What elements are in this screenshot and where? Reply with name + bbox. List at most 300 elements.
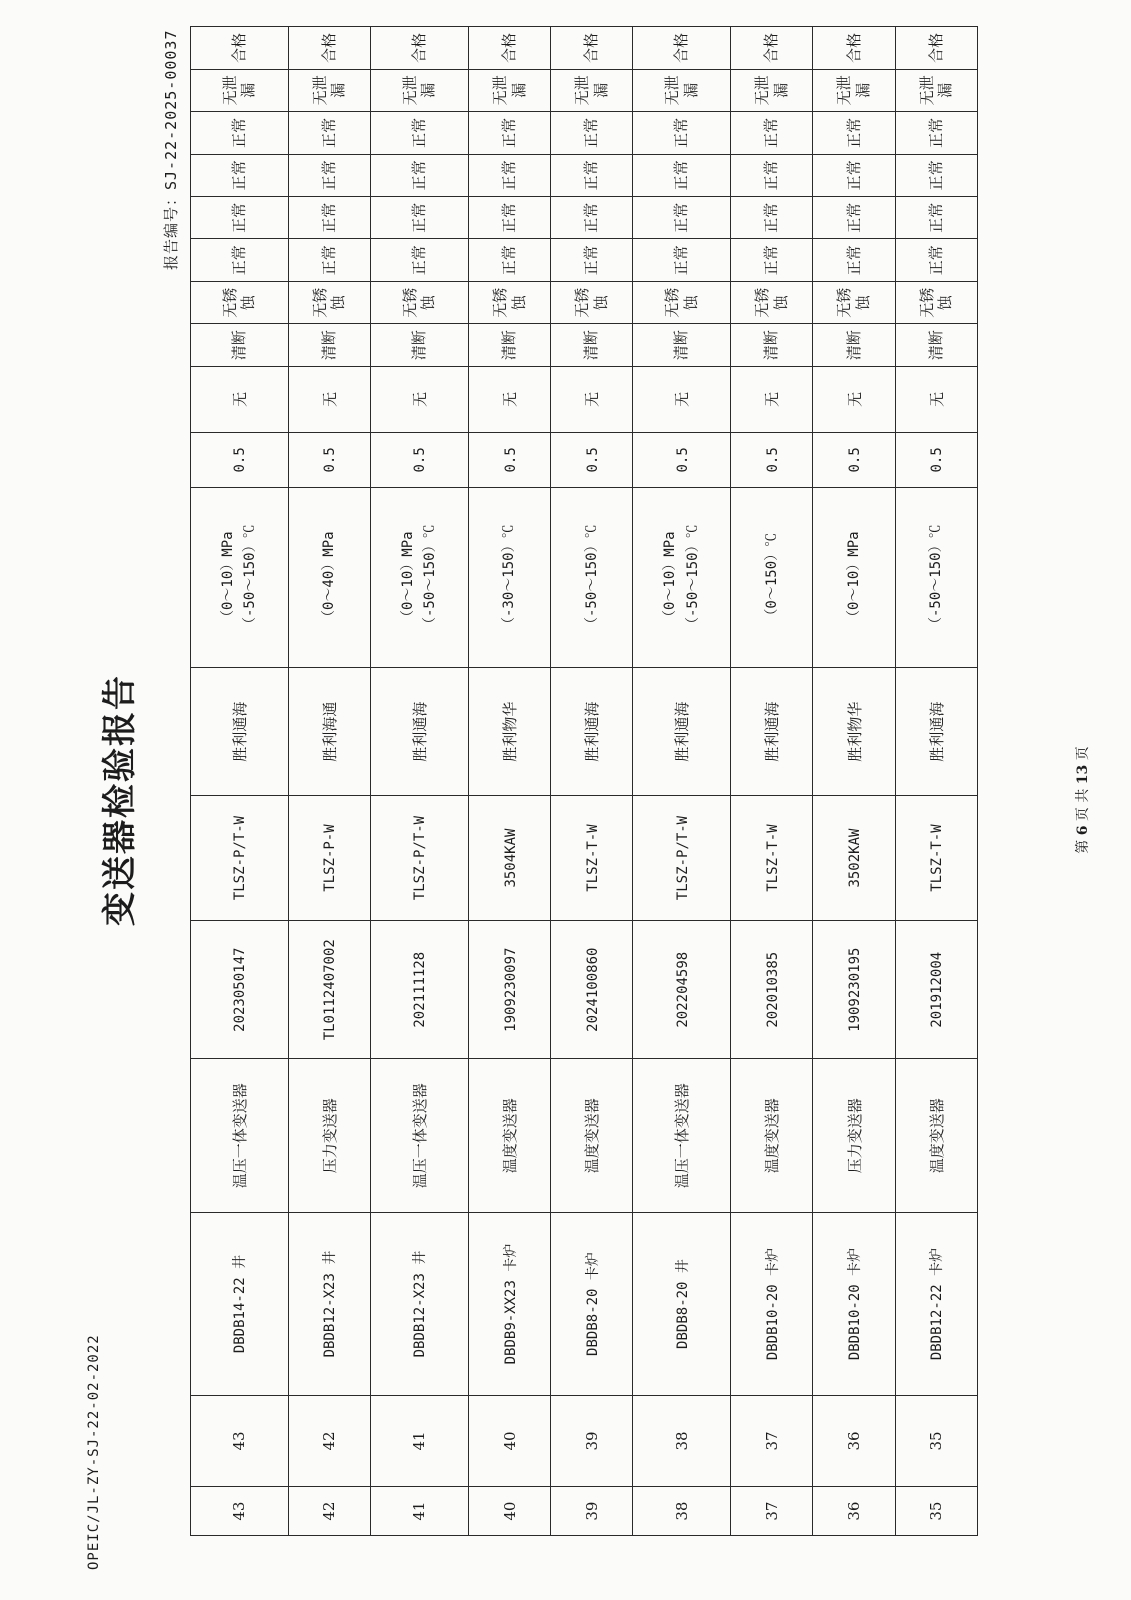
row-index-text: 35 xyxy=(927,1501,946,1521)
table-row xyxy=(288,27,370,1536)
leak-check-text: 无泄漏 xyxy=(835,75,873,106)
measuring-range-cell xyxy=(633,487,731,668)
row-index-text: 39 xyxy=(582,1501,601,1521)
factory-number-cell xyxy=(551,921,633,1059)
check-text: 正常 xyxy=(672,202,691,233)
manufacturer-cell xyxy=(191,668,289,795)
serial-number-text: 35 xyxy=(927,1431,946,1451)
check-cell xyxy=(551,154,633,196)
nameplate-check-cell xyxy=(191,324,289,366)
check-text: 正常 xyxy=(582,202,601,233)
manufacturer-cell xyxy=(468,668,550,795)
manufacturer-text: 胜利通海 xyxy=(763,701,782,762)
row-index-cell xyxy=(633,1487,731,1536)
nameplate-check-text: 清断 xyxy=(926,330,945,361)
other-text: 无 xyxy=(845,391,864,407)
device-name-text: 压力变送器 xyxy=(320,1098,339,1174)
check-cell xyxy=(813,154,895,196)
manufacturer-cell xyxy=(288,668,370,795)
check-text: 正常 xyxy=(230,117,249,148)
factory-number-cell xyxy=(468,921,550,1059)
corrosion-check-cell xyxy=(731,281,813,323)
table-row xyxy=(813,27,895,1536)
check-cell xyxy=(468,112,550,154)
page-footer: 第 6 页 共 13 页 xyxy=(1075,746,1091,854)
install-location-text: DBDB12-X23 井 xyxy=(322,1250,339,1358)
device-name-text: 温压一体变送器 xyxy=(673,1083,692,1189)
leak-check-text: 无泄漏 xyxy=(663,75,700,106)
check-cell xyxy=(468,239,550,281)
manufacturer-text: 胜利通海 xyxy=(927,701,946,762)
check-cell xyxy=(468,197,550,239)
row-index-cell xyxy=(468,1487,550,1536)
serial-number-cell xyxy=(813,1395,895,1486)
manufacturer-text: 胜利通海 xyxy=(230,701,249,762)
row-index-cell xyxy=(551,1487,633,1536)
serial-number-cell xyxy=(895,1395,977,1486)
model-text: TLSZ-P/T-W xyxy=(232,815,249,901)
factory-number-text: 202010385 xyxy=(764,951,781,1028)
check-text: 正常 xyxy=(500,202,519,233)
check-text: 正常 xyxy=(320,245,339,276)
serial-number-text: 42 xyxy=(320,1431,339,1451)
device-name-cell xyxy=(371,1059,469,1213)
serial-number-cell xyxy=(288,1395,370,1486)
accuracy-cell xyxy=(288,432,370,487)
range-value: （0～10）MPa xyxy=(662,531,679,624)
check-cell xyxy=(633,239,731,281)
result-cell xyxy=(633,27,731,70)
serial-number-cell xyxy=(551,1395,633,1486)
check-cell xyxy=(633,154,731,196)
leak-check-cell xyxy=(551,69,633,111)
install-location-text: DBDB10-20 卡炉 xyxy=(764,1247,781,1361)
nameplate-check-cell xyxy=(731,324,813,366)
nameplate-check-text: 清断 xyxy=(672,330,691,361)
factory-number-text: 2023050147 xyxy=(232,947,249,1032)
check-cell xyxy=(191,197,289,239)
measuring-range-cell xyxy=(371,487,469,668)
check-cell xyxy=(371,154,469,196)
check-cell xyxy=(813,197,895,239)
row-index-text: 42 xyxy=(320,1501,339,1521)
factory-number-cell xyxy=(731,921,813,1059)
check-cell xyxy=(731,239,813,281)
install-location-cell xyxy=(191,1213,289,1396)
check-text: 正常 xyxy=(672,245,691,276)
table-row xyxy=(895,27,977,1536)
check-cell xyxy=(371,197,469,239)
measuring-range-cell xyxy=(288,487,370,668)
check-text: 正常 xyxy=(672,117,691,148)
check-text: 正常 xyxy=(762,202,781,233)
check-text: 正常 xyxy=(762,245,781,276)
install-location-cell xyxy=(288,1213,370,1396)
leak-check-text: 无泄漏 xyxy=(490,75,528,106)
table-row xyxy=(551,27,633,1536)
other-cell xyxy=(633,366,731,432)
other-text: 无 xyxy=(927,391,946,407)
accuracy-text: 0.5 xyxy=(232,447,249,473)
check-text: 正常 xyxy=(410,202,429,233)
leak-check-cell xyxy=(191,69,289,111)
measuring-range-cell xyxy=(731,487,813,668)
check-cell xyxy=(895,154,977,196)
corrosion-check-text: 无锈蚀 xyxy=(220,287,258,318)
corrosion-check-text: 无锈蚀 xyxy=(835,287,873,318)
install-location-text: DBDB8-20 卡炉 xyxy=(584,1252,601,1356)
leak-check-text: 无泄漏 xyxy=(573,75,610,106)
check-text: 正常 xyxy=(582,160,601,191)
corrosion-check-text: 无锈蚀 xyxy=(310,287,348,318)
row-index-text: 43 xyxy=(230,1501,249,1521)
range-value: （0～10）MPa xyxy=(220,531,237,624)
serial-number-cell xyxy=(468,1395,550,1486)
check-cell xyxy=(371,239,469,281)
check-cell xyxy=(191,154,289,196)
factory-number-text: TL0112407002 xyxy=(322,939,339,1041)
table-row xyxy=(731,27,813,1536)
row-index-cell xyxy=(731,1487,813,1536)
check-cell xyxy=(633,197,731,239)
factory-number-text: 1909230097 xyxy=(502,947,519,1032)
corrosion-check-text: 无锈蚀 xyxy=(400,287,438,318)
device-name-cell xyxy=(731,1059,813,1213)
check-cell xyxy=(468,154,550,196)
check-cell xyxy=(288,197,370,239)
leak-check-cell xyxy=(288,69,370,111)
serial-number-cell xyxy=(371,1395,469,1486)
device-name-cell xyxy=(551,1059,633,1213)
check-cell xyxy=(895,112,977,154)
result-cell xyxy=(191,27,289,70)
factory-number-cell xyxy=(895,921,977,1059)
nameplate-check-cell xyxy=(288,324,370,366)
result-text: 合格 xyxy=(500,32,519,63)
leak-check-text: 无泄漏 xyxy=(310,75,348,106)
install-location-text: DBDB12-22 卡炉 xyxy=(929,1247,946,1361)
model-cell xyxy=(371,795,469,920)
install-location-text: DBDB12-X23 井 xyxy=(412,1250,429,1358)
check-text: 正常 xyxy=(320,117,339,148)
serial-number-cell xyxy=(633,1395,731,1486)
model-text: TLSZ-T-W xyxy=(764,824,781,892)
check-text: 正常 xyxy=(320,202,339,233)
other-cell xyxy=(895,366,977,432)
device-name-text: 压力变送器 xyxy=(845,1098,864,1174)
check-text: 正常 xyxy=(500,160,519,191)
device-name-cell xyxy=(468,1059,550,1213)
model-cell xyxy=(731,795,813,920)
table-row xyxy=(468,27,550,1536)
manufacturer-text: 胜利物华 xyxy=(845,701,864,762)
device-name-text: 温压一体变送器 xyxy=(230,1083,249,1189)
check-text: 正常 xyxy=(582,117,601,148)
range-value: （-50～150）℃ xyxy=(242,524,259,631)
check-text: 正常 xyxy=(844,117,863,148)
result-text: 合格 xyxy=(320,32,339,63)
other-text: 无 xyxy=(230,391,249,407)
install-location-text: DBDB10-20 卡炉 xyxy=(847,1247,864,1361)
nameplate-check-text: 清断 xyxy=(410,330,429,361)
check-cell xyxy=(551,112,633,154)
check-text: 正常 xyxy=(230,160,249,191)
serial-number-text: 37 xyxy=(762,1431,781,1451)
install-location-text: DBDB9-XX23 卡炉 xyxy=(502,1243,519,1365)
check-text: 正常 xyxy=(926,202,945,233)
result-text: 合格 xyxy=(762,32,781,63)
nameplate-check-cell xyxy=(371,324,469,366)
range-value: （-30～150）℃ xyxy=(501,524,518,631)
other-text: 无 xyxy=(673,391,692,407)
corrosion-check-cell xyxy=(633,281,731,323)
manufacturer-text: 胜利通海 xyxy=(673,701,692,762)
measuring-range-cell xyxy=(895,487,977,668)
check-text: 正常 xyxy=(926,117,945,148)
row-index-text: 36 xyxy=(845,1501,864,1521)
accuracy-text: 0.5 xyxy=(764,447,781,473)
check-text: 正常 xyxy=(410,117,429,148)
result-text: 合格 xyxy=(582,32,601,63)
manufacturer-cell xyxy=(551,668,633,795)
factory-number-text: 202204598 xyxy=(674,951,691,1028)
check-text: 正常 xyxy=(844,245,863,276)
row-index-cell xyxy=(371,1487,469,1536)
leak-check-cell xyxy=(633,69,731,111)
nameplate-check-text: 清断 xyxy=(230,330,249,361)
install-location-cell xyxy=(633,1213,731,1396)
accuracy-text: 0.5 xyxy=(412,447,429,473)
row-index-cell xyxy=(288,1487,370,1536)
accuracy-text: 0.5 xyxy=(929,447,946,473)
check-cell xyxy=(731,112,813,154)
corrosion-check-text: 无锈蚀 xyxy=(490,287,528,318)
measuring-range-cell xyxy=(813,487,895,668)
inspection-table xyxy=(190,26,978,1536)
factory-number-cell xyxy=(371,921,469,1059)
model-text: 3502KAW xyxy=(847,828,864,888)
check-text: 正常 xyxy=(762,160,781,191)
check-text: 正常 xyxy=(844,202,863,233)
check-text: 正常 xyxy=(230,202,249,233)
accuracy-cell xyxy=(633,432,731,487)
factory-number-text: 202111128 xyxy=(412,951,429,1028)
check-cell xyxy=(813,112,895,154)
manufacturer-cell xyxy=(371,668,469,795)
check-cell xyxy=(551,197,633,239)
model-cell xyxy=(813,795,895,920)
range-value: （0～10）MPa xyxy=(400,531,417,624)
corrosion-check-text: 无锈蚀 xyxy=(753,287,790,318)
leak-check-cell xyxy=(813,69,895,111)
check-cell xyxy=(191,239,289,281)
device-name-text: 温压一体变送器 xyxy=(410,1083,429,1189)
result-cell xyxy=(551,27,633,70)
nameplate-check-text: 清断 xyxy=(320,330,339,361)
nameplate-check-cell xyxy=(468,324,550,366)
check-text: 正常 xyxy=(320,160,339,191)
accuracy-text: 0.5 xyxy=(584,447,601,473)
nameplate-check-cell xyxy=(895,324,977,366)
corrosion-check-cell xyxy=(895,281,977,323)
install-location-cell xyxy=(551,1213,633,1396)
check-text: 正常 xyxy=(410,160,429,191)
install-location-text: DBDB14-22 井 xyxy=(232,1254,249,1354)
accuracy-cell xyxy=(895,432,977,487)
model-cell xyxy=(895,795,977,920)
table-row xyxy=(633,27,731,1536)
result-text: 合格 xyxy=(410,32,429,63)
form-code: OPEIC/JL-ZY-SJ-22-02-2022 xyxy=(86,1334,102,1570)
device-name-cell xyxy=(191,1059,289,1213)
report-number: 报告编号：SJ-22-2025-00037 xyxy=(162,29,180,270)
range-value: （-50～150）℃ xyxy=(422,524,439,631)
corrosion-check-cell xyxy=(813,281,895,323)
factory-number-text: 2024100860 xyxy=(584,947,601,1032)
check-cell xyxy=(731,154,813,196)
nameplate-check-text: 清断 xyxy=(500,330,519,361)
check-cell xyxy=(731,197,813,239)
other-cell xyxy=(191,366,289,432)
model-cell xyxy=(551,795,633,920)
model-text: TLSZ-T-W xyxy=(929,824,946,892)
check-text: 正常 xyxy=(762,117,781,148)
manufacturer-text: 胜利物华 xyxy=(501,701,519,762)
check-text: 正常 xyxy=(672,160,691,191)
check-text: 正常 xyxy=(844,160,863,191)
accuracy-cell xyxy=(371,432,469,487)
manufacturer-cell xyxy=(633,668,731,795)
check-text: 正常 xyxy=(410,245,429,276)
check-text: 正常 xyxy=(926,245,945,276)
factory-number-cell xyxy=(191,921,289,1059)
leak-check-text: 无泄漏 xyxy=(220,75,258,106)
other-cell xyxy=(468,366,550,432)
corrosion-check-text: 无锈蚀 xyxy=(573,287,610,318)
check-cell xyxy=(191,112,289,154)
device-name-cell xyxy=(288,1059,370,1213)
check-text: 正常 xyxy=(500,117,519,148)
serial-number-text: 41 xyxy=(410,1431,429,1451)
device-name-text: 温度变送器 xyxy=(927,1098,946,1174)
result-cell xyxy=(371,27,469,70)
device-name-cell xyxy=(895,1059,977,1213)
factory-number-cell xyxy=(813,921,895,1059)
result-text: 合格 xyxy=(672,32,691,63)
other-text: 无 xyxy=(763,391,782,407)
nameplate-check-cell xyxy=(551,324,633,366)
accuracy-text: 0.5 xyxy=(502,447,519,473)
corrosion-check-cell xyxy=(551,281,633,323)
check-cell xyxy=(288,154,370,196)
check-cell xyxy=(813,239,895,281)
result-cell xyxy=(895,27,977,70)
table-row xyxy=(371,27,469,1536)
range-value: （-50～150）℃ xyxy=(928,524,945,631)
leak-check-cell xyxy=(468,69,550,111)
check-cell xyxy=(895,197,977,239)
row-index-cell xyxy=(813,1487,895,1536)
leak-check-cell xyxy=(731,69,813,111)
device-name-cell xyxy=(813,1059,895,1213)
model-text: 3504KAW xyxy=(502,828,519,888)
result-cell xyxy=(731,27,813,70)
other-cell xyxy=(371,366,469,432)
corrosion-check-text: 无锈蚀 xyxy=(917,287,955,318)
range-value: （-50～150）℃ xyxy=(583,524,600,631)
serial-number-text: 40 xyxy=(500,1431,519,1451)
leak-check-text: 无泄漏 xyxy=(400,75,438,106)
accuracy-cell xyxy=(191,432,289,487)
table-row xyxy=(191,27,289,1536)
leak-check-cell xyxy=(895,69,977,111)
accuracy-cell xyxy=(468,432,550,487)
check-cell xyxy=(633,112,731,154)
result-cell xyxy=(468,27,550,70)
manufacturer-text: 胜利海通 xyxy=(320,701,339,762)
check-cell xyxy=(895,239,977,281)
manufacturer-cell xyxy=(731,668,813,795)
install-location-cell xyxy=(895,1213,977,1396)
model-text: TLSZ-P-W xyxy=(322,824,339,892)
factory-number-text: 201912004 xyxy=(929,951,946,1028)
serial-number-text: 43 xyxy=(230,1431,249,1451)
other-cell xyxy=(551,366,633,432)
measuring-range-cell xyxy=(468,487,550,668)
device-name-text: 温度变送器 xyxy=(583,1098,602,1174)
result-text: 合格 xyxy=(926,32,945,63)
install-location-cell xyxy=(731,1213,813,1396)
serial-number-cell xyxy=(731,1395,813,1486)
model-cell xyxy=(633,795,731,920)
check-text: 正常 xyxy=(926,160,945,191)
other-cell xyxy=(288,366,370,432)
serial-number-text: 38 xyxy=(672,1431,691,1451)
row-index-cell xyxy=(191,1487,289,1536)
install-location-text: DBDB8-20 井 xyxy=(674,1259,691,1349)
accuracy-cell xyxy=(551,432,633,487)
result-cell xyxy=(813,27,895,70)
measuring-range-cell xyxy=(191,487,289,668)
accuracy-text: 0.5 xyxy=(847,447,864,473)
other-text: 无 xyxy=(583,391,602,407)
manufacturer-cell xyxy=(813,668,895,795)
leak-check-cell xyxy=(371,69,469,111)
accuracy-text: 0.5 xyxy=(322,447,339,473)
accuracy-cell xyxy=(731,432,813,487)
install-location-cell xyxy=(468,1213,550,1396)
install-location-cell xyxy=(371,1213,469,1396)
corrosion-check-cell xyxy=(288,281,370,323)
model-text: TLSZ-P/T-W xyxy=(412,815,429,901)
nameplate-check-text: 清断 xyxy=(582,330,601,361)
corrosion-check-cell xyxy=(468,281,550,323)
corrosion-check-cell xyxy=(371,281,469,323)
manufacturer-cell xyxy=(895,668,977,795)
serial-number-text: 39 xyxy=(582,1431,601,1451)
range-value: （0～150）℃ xyxy=(763,532,780,623)
factory-number-cell xyxy=(288,921,370,1059)
model-text: TLSZ-T-W xyxy=(584,824,601,892)
nameplate-check-text: 清断 xyxy=(844,330,863,361)
check-cell xyxy=(371,112,469,154)
serial-number-cell xyxy=(191,1395,289,1486)
corrosion-check-text: 无锈蚀 xyxy=(663,287,700,318)
result-text: 合格 xyxy=(844,32,863,63)
serial-number-text: 36 xyxy=(845,1431,864,1451)
check-text: 正常 xyxy=(500,245,519,276)
check-cell xyxy=(551,239,633,281)
